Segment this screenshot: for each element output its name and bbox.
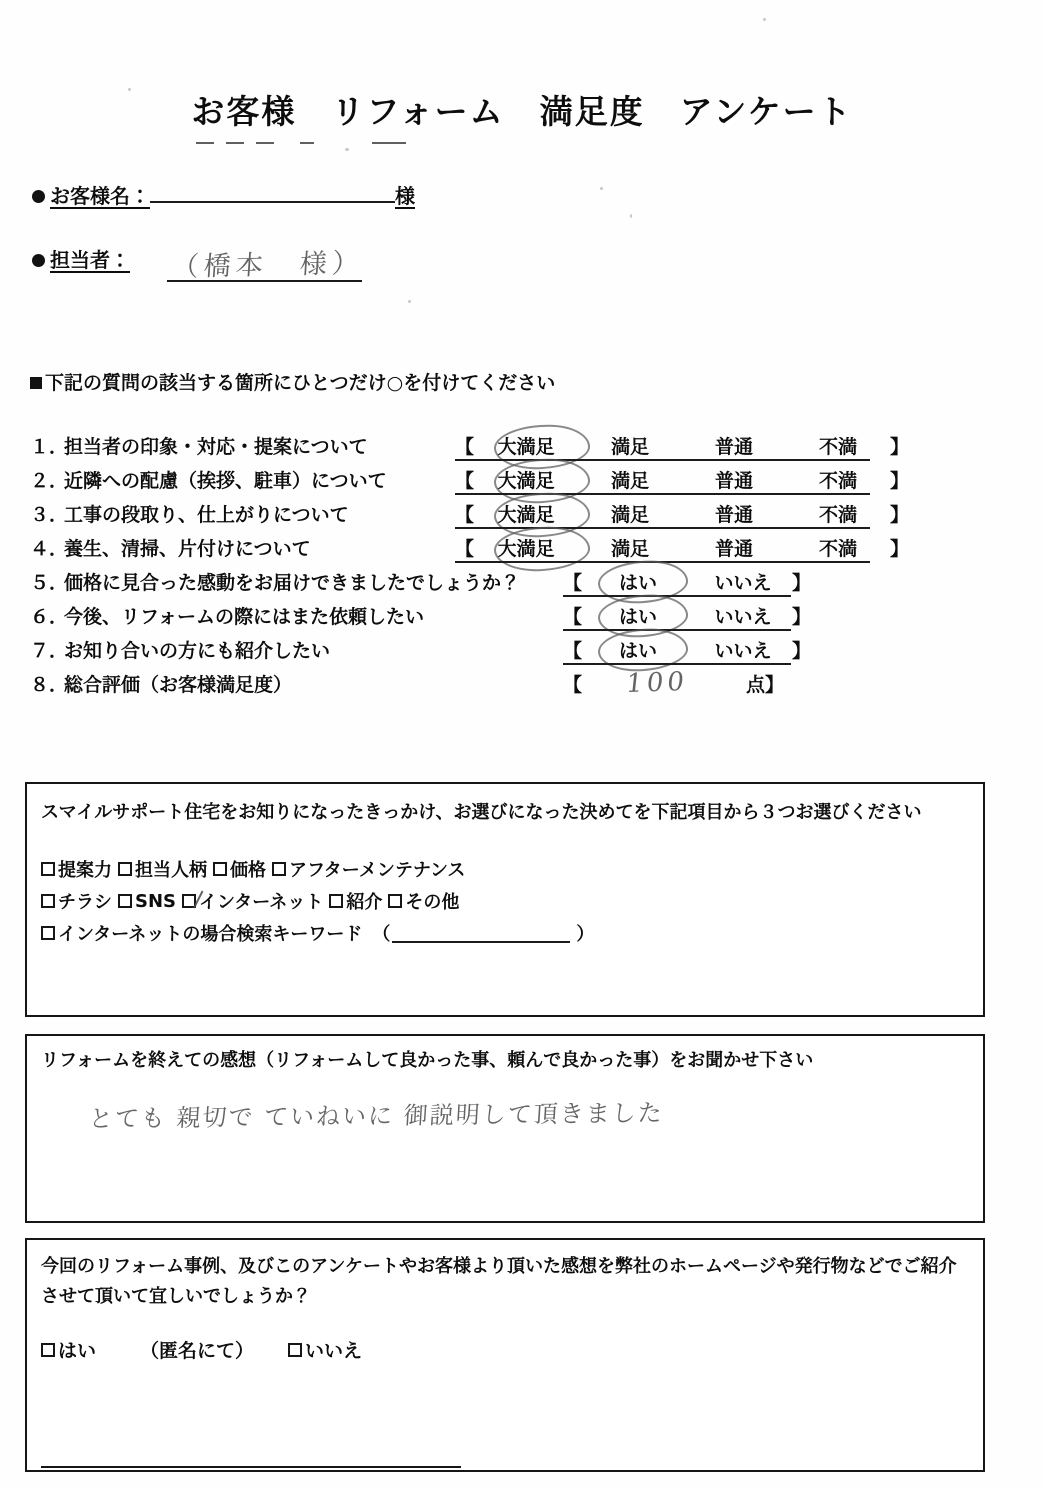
title-underline-dash [372,142,406,144]
page-title: お客様 リフォーム 満足度 アンケート [191,92,853,131]
option-manzoku[interactable]: 満足 [611,435,650,458]
bracket-open: 【 [455,435,475,458]
paren-open: （ [372,924,391,945]
impression-handwritten-comment[interactable]: とても 親切で ていねいに 御説明して頂きました [88,1098,665,1134]
bracket-open: 【 [563,673,583,696]
option-no[interactable]: いいえ [714,639,772,662]
bullet-icon [32,254,45,267]
source-section-box [25,782,985,1017]
paren-close: ） [576,924,595,945]
answer-score[interactable] [563,668,788,698]
question-number: ２． [30,469,69,492]
bullet-icon [32,190,45,203]
option-label: 紹介 [346,892,383,913]
option-label: アフターメンテナンス [289,860,466,881]
permission-section-box [25,1238,985,1472]
question-row [30,632,860,666]
checkbox-tantohitogara[interactable] [118,862,132,876]
scan-speck [600,187,603,190]
answer-options-yesno[interactable] [563,568,812,595]
option-no[interactable]: いいえ [714,571,772,594]
answer-underline [563,663,791,665]
answer-underline [563,629,791,631]
option-label: 価格 [230,860,266,881]
question-list [30,428,910,700]
option-label: チラシ [58,892,112,913]
answer-options-scale[interactable] [455,534,910,561]
question-row [30,598,860,632]
staff-name-handwritten-value: （橋本 様） [170,247,365,284]
question-number: １． [30,435,69,458]
question-text: 近隣への配慮（挨拶、駐車）について [64,469,387,492]
answer-options-scale[interactable] [455,466,910,493]
question-text: 価格に見合った感動をお届けできましたでしょうか？ [64,571,521,594]
question-text: 総合評価（お客様満足度） [64,673,293,696]
answer-options-yesno[interactable] [563,636,812,663]
bracket-open: 【 [563,571,583,594]
impression-section-box [25,1034,985,1223]
question-text: 工事の段取り、仕上がりについて [64,503,349,526]
question-number: ６． [30,605,69,628]
question-row [30,666,860,700]
question-row [30,496,910,530]
search-keyword-row [41,920,594,946]
bracket-open: 【 [455,503,475,526]
overall-score-handwritten-value[interactable]: 100 [624,666,690,700]
option-manzoku[interactable]: 満足 [611,537,650,560]
option-yes[interactable]: はい [582,568,694,595]
customer-name-label: お客様名： [50,184,150,208]
permission-no-label: いいえ [305,1340,363,1362]
search-keyword-input[interactable] [392,923,570,943]
bracket-close: 】 [890,537,910,560]
scan-speck [345,148,349,151]
answer-underline [563,595,791,597]
answer-underline [455,493,870,495]
option-no[interactable]: いいえ [714,605,772,628]
option-daimanzoku[interactable]: 大満足 [474,500,578,527]
title-underline-dash [300,142,314,144]
option-label: SNS [135,890,176,912]
option-yes[interactable]: はい [582,636,694,663]
question-number: ３． [30,503,69,526]
question-row [30,564,860,598]
answer-options-scale[interactable] [455,500,910,527]
staff-name-field[interactable] [32,244,130,273]
customer-name-input[interactable] [150,181,395,203]
permission-section-heading: 今回のリフォーム事例、及びこのアンケートやお客様より頂いた感想を弊社のホームページや発行物などでご紹介させて頂いて宜しいでしょうか？ [41,1256,957,1307]
bracket-open: 【 [455,469,475,492]
option-daimanzoku[interactable]: 大満足 [474,534,578,561]
option-yes[interactable]: はい [582,602,694,629]
question-text: 担当者の印象・対応・提案について [64,435,368,458]
option-futsu[interactable]: 普通 [715,503,754,526]
scan-speck [408,300,411,303]
question-text: 養生、清掃、片付けについて [64,537,311,560]
impression-section-heading: リフォームを終えての感想（リフォームして良かった事、頼んで良かった事）をお聞かせ下さい [41,1050,814,1071]
customer-name-suffix: 様 [395,184,415,208]
option-fuman[interactable]: 不満 [819,435,858,458]
bracket-open: 【 [455,537,475,560]
bracket-open: 【 [563,639,583,662]
customer-name-field[interactable] [32,180,415,209]
permission-answer-row [41,1336,368,1363]
permission-anonymous-note: （匿名にて） [140,1340,255,1362]
option-label: インターネット [199,892,324,913]
bracket-close: 】 [890,469,910,492]
bracket-close: 】 [792,639,812,662]
bracket-close: 】 [890,503,910,526]
checkbox-search-keyword[interactable] [41,926,55,940]
permission-box-bottom-rule [41,1466,461,1468]
title-underline-dash [226,142,244,144]
option-label: その他 [405,892,460,913]
title-underline-dash [256,142,274,144]
option-futsu[interactable]: 普通 [715,435,754,458]
option-futsu[interactable]: 普通 [715,469,754,492]
answer-options-yesno[interactable] [563,602,812,629]
answer-underline [455,561,870,563]
instruction-label: 下記の質問の該当する箇所にひとつだけ○を付けてください [45,372,556,394]
answer-underline [455,459,870,461]
answer-underline [455,527,870,529]
option-fuman[interactable]: 不満 [819,537,858,560]
option-daimanzoku[interactable]: 大満足 [474,432,578,459]
title-underline-dash [196,142,214,144]
checkbox-after-maintenance[interactable] [272,862,286,876]
staff-name-label: 担当者： [50,248,130,272]
option-label: 担当人柄 [135,860,207,881]
option-daimanzoku[interactable]: 大満足 [474,466,578,493]
option-fuman[interactable]: 不満 [819,503,858,526]
bracket-close: 】 [792,605,812,628]
source-options-row-1 [41,856,471,882]
option-label: 提案力 [58,860,112,881]
question-number: ８． [30,673,69,696]
question-row [30,462,910,496]
option-fuman[interactable]: 不満 [819,469,858,492]
checkbox-teiansuryoku[interactable] [41,862,55,876]
answer-options-scale[interactable] [455,432,910,459]
checkbox-chirashi[interactable] [41,894,55,908]
option-manzoku[interactable]: 満足 [611,503,650,526]
source-options-row-2 [41,888,465,914]
checkbox-kakaku[interactable] [213,862,227,876]
bracket-close: 】 [890,435,910,458]
score-unit-label: 点】 [746,673,785,696]
checkbox-internet[interactable] [182,894,196,908]
option-futsu[interactable]: 普通 [715,537,754,560]
bracket-close: 】 [792,571,812,594]
search-keyword-label: インターネットの場合検索キーワード [58,924,363,945]
checkbox-permission-yes[interactable] [41,1343,55,1357]
question-number: ７． [30,639,69,662]
question-number: ４． [30,537,69,560]
permission-yes-label: はい [58,1340,97,1362]
scan-speck [763,18,766,21]
checkbox-shokai[interactable] [329,894,343,908]
square-bullet-icon [30,377,42,389]
source-section-heading: スマイルサポート住宅をお知りになったきっかけ、お選びになった決めてを下記項目から３つお選びください [41,802,922,823]
bracket-open: 【 [563,605,583,628]
question-row [30,530,910,564]
question-row [30,428,910,462]
instruction-text [30,368,555,395]
question-text: お知り合いの方にも紹介したい [64,639,331,662]
checkbox-sonota[interactable] [388,894,402,908]
checkbox-sns[interactable] [118,894,132,908]
option-manzoku[interactable]: 満足 [611,469,650,492]
question-number: ５． [30,571,69,594]
question-text: 今後、リフォームの際にはまた依頼したい [64,605,425,628]
checkbox-permission-no[interactable] [288,1343,302,1357]
scan-speck [630,214,632,218]
